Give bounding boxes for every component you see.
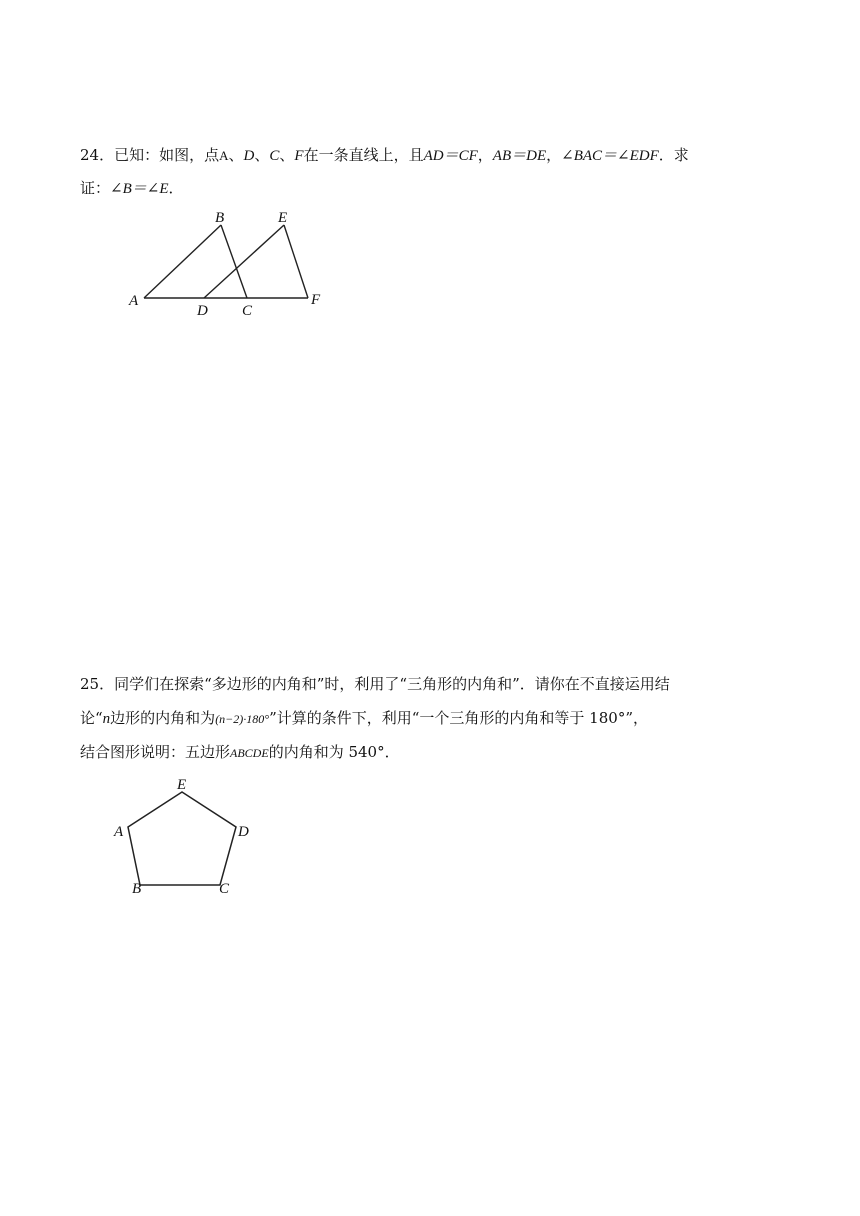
q24-text-3: ．求 (658, 146, 689, 164)
label-b: B (132, 881, 142, 897)
q24-figure (120, 205, 340, 329)
q25-line-3 (80, 742, 400, 763)
q25-text-1: 同学们在探索“多边形的内角和”时，利用了“三角形的内角和”．请你在不直接运用结 (114, 675, 670, 693)
q24-comma-1: ， (477, 146, 493, 164)
label-a: A (129, 293, 139, 309)
label-d: D (238, 824, 249, 840)
label-c: C (242, 303, 253, 319)
q25-pentagon-diagram (105, 770, 265, 900)
label-e: E (177, 777, 187, 793)
q25-text-2a: 论“ (80, 709, 103, 727)
q24-point-c: C (269, 148, 280, 164)
q25-formula: (n−2)·180° (215, 712, 270, 726)
q25-line-2 (80, 708, 648, 729)
label-d: D (197, 303, 208, 319)
label-b: B (215, 210, 225, 226)
q24-comma-2: ， (546, 146, 562, 164)
q24-sep-2: 、 (254, 146, 270, 164)
q25-text-3b: 的内角和为 540°． (268, 743, 400, 761)
q24-text-2: 在一条直线上，且 (303, 146, 424, 164)
q25-number: 25． (80, 675, 115, 693)
segment-ef (284, 225, 308, 298)
q24-line2-prefix: 证： (80, 179, 111, 197)
segment-ab (144, 225, 221, 298)
q24-line-1 (80, 145, 689, 166)
q24-point-f: F (294, 148, 304, 164)
q25-pentagon-name: ABCDE (230, 746, 269, 760)
q24-point-a: A (219, 148, 229, 163)
pentagon-abcde (128, 792, 236, 885)
q25-text-2c: ”计算的条件下，利用“一个三角形的内角和等于 180°”， (269, 709, 648, 727)
q24-text-1: 已知：如图，点 (114, 146, 220, 164)
label-a: A (114, 824, 124, 840)
q24-number: 24． (80, 146, 115, 164)
q24-equation-1: AD＝CF (423, 148, 478, 164)
q25-line-1 (80, 674, 670, 694)
q25-text-2b: 边形的内角和为 (110, 709, 216, 727)
label-f: F (311, 292, 321, 308)
q24-line-2 (80, 178, 184, 199)
segment-de (204, 225, 284, 298)
label-e: E (278, 210, 288, 226)
q24-line2-end: ． (168, 179, 184, 197)
q24-sep-3: 、 (279, 146, 295, 164)
q24-point-d: D (243, 148, 255, 164)
q24-equation-3: ∠BAC＝∠EDF (561, 148, 659, 164)
q24-equation-2: AB＝DE (492, 148, 547, 164)
q25-n-variable: n (102, 711, 111, 727)
q25-text-3a: 结合图形说明：五边形 (80, 743, 231, 761)
label-c: C (219, 881, 230, 897)
q24-triangles-diagram (120, 205, 340, 325)
q24-equation-4: ∠B＝∠E (110, 181, 169, 197)
q25-figure (105, 770, 265, 904)
q24-sep-1: 、 (228, 146, 244, 164)
